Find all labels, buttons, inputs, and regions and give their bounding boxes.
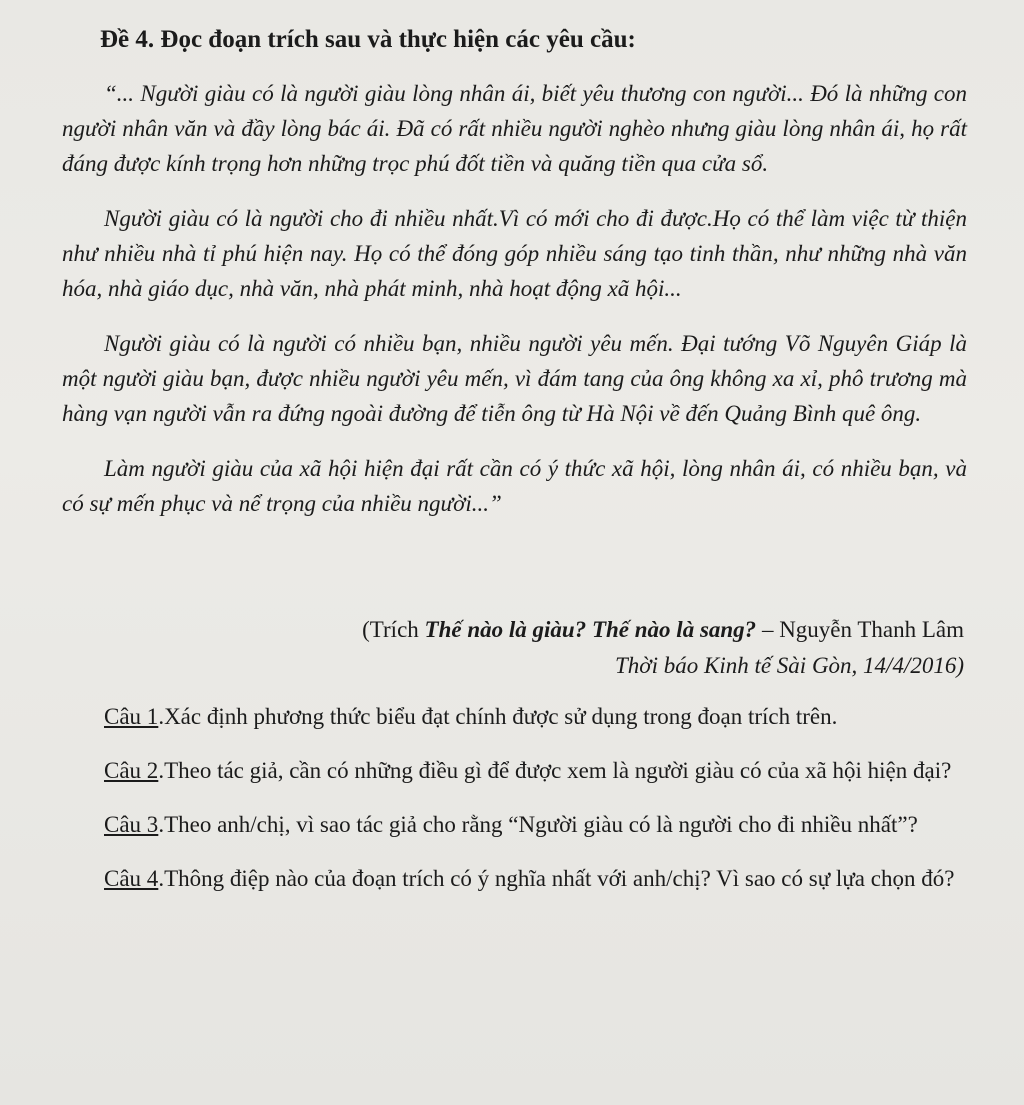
question-4-text: .Thông điệp nào của đoạn trích có ý nghĩa nhất với anh/chị? Vì sao có sự lựa chọn đó? <box>158 866 955 891</box>
citation-author: – Nguyễn Thanh Lâm <box>756 617 964 642</box>
citation-work-title: Thế nào là giàu? Thế nào là sang? <box>424 617 757 642</box>
passage-paragraph-2: Người giàu có là người cho đi nhiều nhất.Vì có mới cho đi được.Họ có thể làm việc từ thiện như nhiều nhà tỉ phú hiện nay. Họ có thể đóng góp nhiều sáng tạo tinh thần, như những nhà văn hóa, nhà giáo dục, nhà văn, nhà phát minh, nhà hoạt động xã hội... <box>62 206 967 301</box>
question-3-label: Câu 3 <box>104 812 159 837</box>
question-4-label: Câu 4 <box>104 866 159 891</box>
passage-paragraph-3: Người giàu có là người có nhiều bạn, nhiều người yêu mến. Đại tướng Võ Nguyên Giáp là một người giàu bạn, được nhiều người yêu mến, vì đám tang của ông không xa xỉ, phô trương mà hàng vạn người vẫn ra đứng ngoài đường để tiễn ông từ Hà Nội về đến Quảng Bình quê ông. <box>62 331 967 426</box>
question-1-label: Câu 1 <box>104 704 159 729</box>
exam-title: Đề 4. Đọc đoạn trích sau và thực hiện các yêu cầu: <box>100 26 636 53</box>
question-4 <box>62 860 972 898</box>
passage-paragraph-1: “... Người giàu có là người giàu lòng nhân ái, biết yêu thương con người... Đó là những con người nhân văn và đầy lòng bác ái. Đã có rất nhiều người nghèo nhưng giàu lòng nhân ái, họ rất đáng được kính trọng hơn những trọc phú đốt tiền và quăng tiền qua cửa sổ. <box>62 81 967 176</box>
question-list <box>62 698 972 914</box>
citation-line-1 <box>362 612 964 648</box>
passage-paragraph-4: Làm người giàu của xã hội hiện đại rất cần có ý thức xã hội, lòng nhân ái, có nhiều bạn, và có sự mến phục và nể trọng của nhiều người...” <box>62 456 967 516</box>
question-3-text: .Theo anh/chị, vì sao tác giả cho rằng “Người giàu có là người cho đi nhiều nhất”? <box>158 812 918 837</box>
source-citation <box>362 612 964 684</box>
question-2-text: .Theo tác giả, cần có những điều gì để được xem là người giàu có của xã hội hiện đại? <box>158 758 952 783</box>
question-1 <box>62 698 972 736</box>
question-2 <box>62 752 972 790</box>
citation-publication: Thời báo Kinh tế Sài Gòn, 14/4/2016) <box>615 653 964 678</box>
question-3 <box>62 806 972 844</box>
excerpt-passage <box>62 76 967 541</box>
question-2-label: Câu 2 <box>104 758 159 783</box>
question-1-text: .Xác định phương thức biểu đạt chính được sử dụng trong đoạn trích trên. <box>158 704 838 729</box>
citation-prefix: (Trích <box>362 617 425 642</box>
